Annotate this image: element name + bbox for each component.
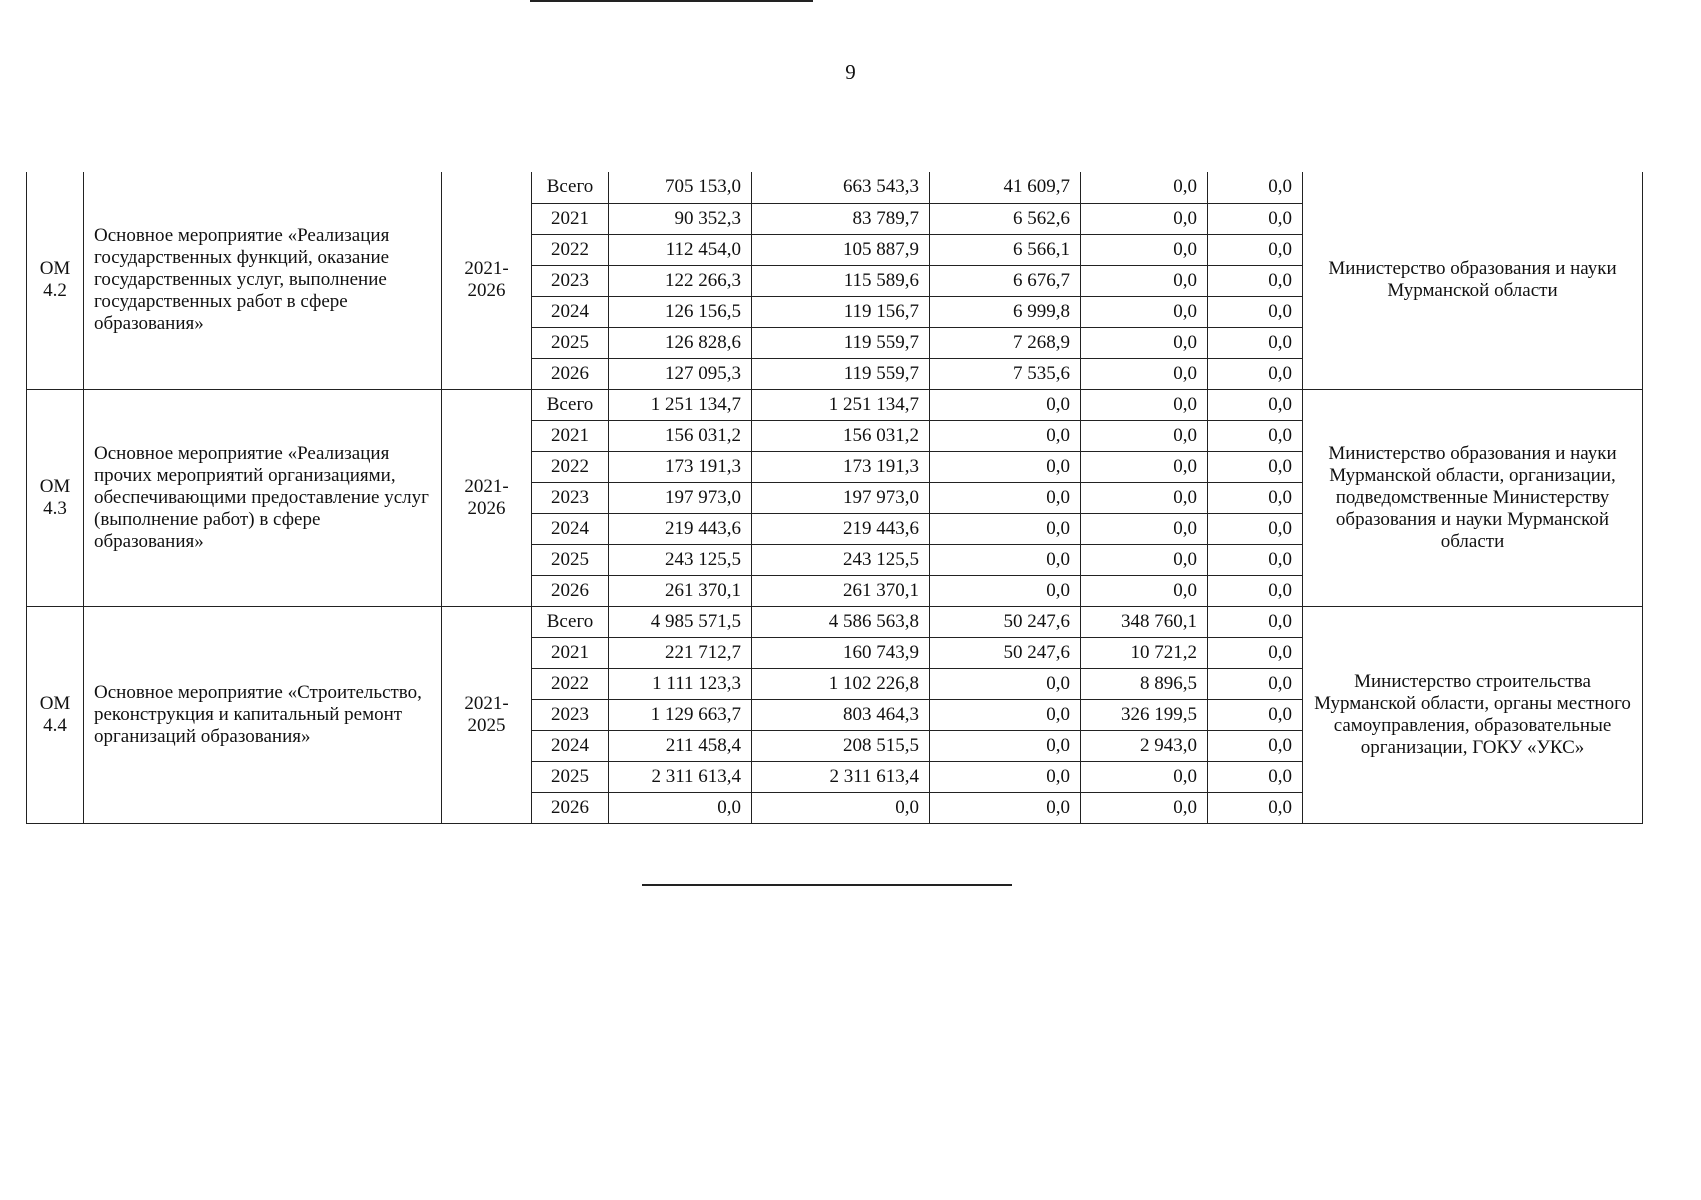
amount-cell: 0,0 [1081,482,1208,513]
amount-cell: 2 311 613,4 [752,761,930,792]
responsible-executor-cell: Министерство образования и науки Мурманской области [1303,172,1643,389]
year-cell: 2025 [532,544,609,575]
amount-cell: 0,0 [1081,172,1208,203]
amount-cell: 0,0 [1081,792,1208,823]
budget-table [26,172,1643,824]
activity-name-cell: Основное мероприятие «Реализация государственных функций, оказание государственных услуг, выполнение государственных работ в сфере образования» [84,172,442,389]
year-cell: 2024 [532,296,609,327]
amount-cell: 50 247,6 [930,606,1081,637]
year-cell: 2021 [532,637,609,668]
amount-cell: 83 789,7 [752,203,930,234]
amount-cell: 0,0 [1081,544,1208,575]
year-cell: 2025 [532,327,609,358]
amount-cell: 2 943,0 [1081,730,1208,761]
amount-cell: 119 559,7 [752,327,930,358]
amount-cell: 2 311 613,4 [609,761,752,792]
amount-cell: 0,0 [930,668,1081,699]
amount-cell: 173 191,3 [609,451,752,482]
year-cell: Всего [532,389,609,420]
amount-cell: 0,0 [1208,265,1303,296]
amount-cell: 0,0 [930,513,1081,544]
amount-cell: 0,0 [1081,513,1208,544]
amount-cell: 348 760,1 [1081,606,1208,637]
amount-cell: 221 712,7 [609,637,752,668]
amount-cell: 0,0 [1081,203,1208,234]
responsible-executor-cell: Министерство строительства Мурманской области, органы местного самоуправления, образовательные организации, ГОКУ «УКС» [1303,606,1643,823]
year-cell: 2026 [532,358,609,389]
page-number: 9 [845,60,856,84]
year-cell: 2026 [532,575,609,606]
activity-period-cell: 2021-2025 [442,606,532,823]
amount-cell: 119 156,7 [752,296,930,327]
amount-cell: 197 973,0 [609,482,752,513]
table-row [27,172,1643,203]
amount-cell: 8 896,5 [1081,668,1208,699]
amount-cell: 0,0 [1208,172,1303,203]
amount-cell: 261 370,1 [609,575,752,606]
amount-cell: 0,0 [1208,575,1303,606]
amount-cell: 0,0 [930,420,1081,451]
amount-cell: 0,0 [1208,730,1303,761]
table-row [27,606,1643,637]
amount-cell: 6 566,1 [930,234,1081,265]
amount-cell: 0,0 [1208,203,1303,234]
amount-cell: 0,0 [1208,668,1303,699]
top-rule [530,0,813,2]
amount-cell: 0,0 [1081,358,1208,389]
amount-cell: 115 589,6 [752,265,930,296]
amount-cell: 0,0 [1081,389,1208,420]
activity-code-cell: ОМ 4.3 [27,389,84,606]
activity-name-cell: Основное мероприятие «Строительство, реконструкция и капитальный ремонт организаций образования» [84,606,442,823]
amount-cell: 0,0 [1208,792,1303,823]
amount-cell: 219 443,6 [752,513,930,544]
amount-cell: 0,0 [930,451,1081,482]
amount-cell: 6 999,8 [930,296,1081,327]
amount-cell: 112 454,0 [609,234,752,265]
year-cell: Всего [532,172,609,203]
amount-cell: 0,0 [1081,265,1208,296]
amount-cell: 243 125,5 [752,544,930,575]
amount-cell: 119 559,7 [752,358,930,389]
amount-cell: 0,0 [930,544,1081,575]
amount-cell: 1 129 663,7 [609,699,752,730]
amount-cell: 261 370,1 [752,575,930,606]
amount-cell: 0,0 [1208,606,1303,637]
amount-cell: 0,0 [1081,575,1208,606]
table-row [27,389,1643,420]
year-cell: 2026 [532,792,609,823]
amount-cell: 0,0 [1208,420,1303,451]
amount-cell: 208 515,5 [752,730,930,761]
amount-cell: 0,0 [1208,327,1303,358]
amount-cell: 127 095,3 [609,358,752,389]
amount-cell: 1 251 134,7 [752,389,930,420]
amount-cell: 156 031,2 [752,420,930,451]
amount-cell: 0,0 [1081,234,1208,265]
amount-cell: 1 102 226,8 [752,668,930,699]
amount-cell: 50 247,6 [930,637,1081,668]
amount-cell: 0,0 [1208,451,1303,482]
amount-cell: 0,0 [1081,296,1208,327]
amount-cell: 0,0 [1208,296,1303,327]
amount-cell: 0,0 [1208,513,1303,544]
amount-cell: 803 464,3 [752,699,930,730]
year-cell: Всего [532,606,609,637]
amount-cell: 0,0 [1208,234,1303,265]
amount-cell: 7 535,6 [930,358,1081,389]
amount-cell: 173 191,3 [752,451,930,482]
activity-name-cell: Основное мероприятие «Реализация прочих мероприятий организациями, обеспечивающими предоставление услуг (выполнение работ) в сфере образования» [84,389,442,606]
amount-cell: 160 743,9 [752,637,930,668]
amount-cell: 0,0 [752,792,930,823]
amount-cell: 211 458,4 [609,730,752,761]
amount-cell: 0,0 [1081,327,1208,358]
year-cell: 2025 [532,761,609,792]
amount-cell: 126 828,6 [609,327,752,358]
amount-cell: 0,0 [930,761,1081,792]
amount-cell: 0,0 [930,699,1081,730]
amount-cell: 0,0 [1208,699,1303,730]
year-cell: 2022 [532,234,609,265]
amount-cell: 326 199,5 [1081,699,1208,730]
amount-cell: 663 543,3 [752,172,930,203]
amount-cell: 0,0 [930,792,1081,823]
amount-cell: 0,0 [930,389,1081,420]
amount-cell: 1 111 123,3 [609,668,752,699]
end-rule [642,884,1012,886]
activity-period-cell: 2021-2026 [442,172,532,389]
amount-cell: 0,0 [1208,637,1303,668]
amount-cell: 41 609,7 [930,172,1081,203]
amount-cell: 0,0 [609,792,752,823]
amount-cell: 7 268,9 [930,327,1081,358]
amount-cell: 0,0 [1208,761,1303,792]
year-cell: 2024 [532,513,609,544]
amount-cell: 219 443,6 [609,513,752,544]
year-cell: 2024 [532,730,609,761]
amount-cell: 122 266,3 [609,265,752,296]
amount-cell: 90 352,3 [609,203,752,234]
amount-cell: 6 562,6 [930,203,1081,234]
amount-cell: 243 125,5 [609,544,752,575]
amount-cell: 0,0 [1081,451,1208,482]
year-cell: 2023 [532,265,609,296]
amount-cell: 10 721,2 [1081,637,1208,668]
amount-cell: 0,0 [930,730,1081,761]
amount-cell: 0,0 [930,482,1081,513]
year-cell: 2021 [532,420,609,451]
amount-cell: 0,0 [1208,389,1303,420]
amount-cell: 0,0 [1208,482,1303,513]
amount-cell: 197 973,0 [752,482,930,513]
activity-code-cell: ОМ 4.4 [27,606,84,823]
table-body [27,172,1643,823]
year-cell: 2021 [532,203,609,234]
amount-cell: 4 985 571,5 [609,606,752,637]
amount-cell: 705 153,0 [609,172,752,203]
amount-cell: 4 586 563,8 [752,606,930,637]
amount-cell: 6 676,7 [930,265,1081,296]
amount-cell: 0,0 [1081,761,1208,792]
amount-cell: 0,0 [1081,420,1208,451]
year-cell: 2023 [532,482,609,513]
activity-period-cell: 2021-2026 [442,389,532,606]
amount-cell: 0,0 [1208,544,1303,575]
responsible-executor-cell: Министерство образования и науки Мурманской области, организации, подведомственные Министерству образования и науки Мурманской области [1303,389,1643,606]
amount-cell: 105 887,9 [752,234,930,265]
amount-cell: 156 031,2 [609,420,752,451]
year-cell: 2022 [532,451,609,482]
amount-cell: 1 251 134,7 [609,389,752,420]
amount-cell: 126 156,5 [609,296,752,327]
year-cell: 2023 [532,699,609,730]
activity-code-cell: ОМ 4.2 [27,172,84,389]
amount-cell: 0,0 [1208,358,1303,389]
year-cell: 2022 [532,668,609,699]
amount-cell: 0,0 [930,575,1081,606]
